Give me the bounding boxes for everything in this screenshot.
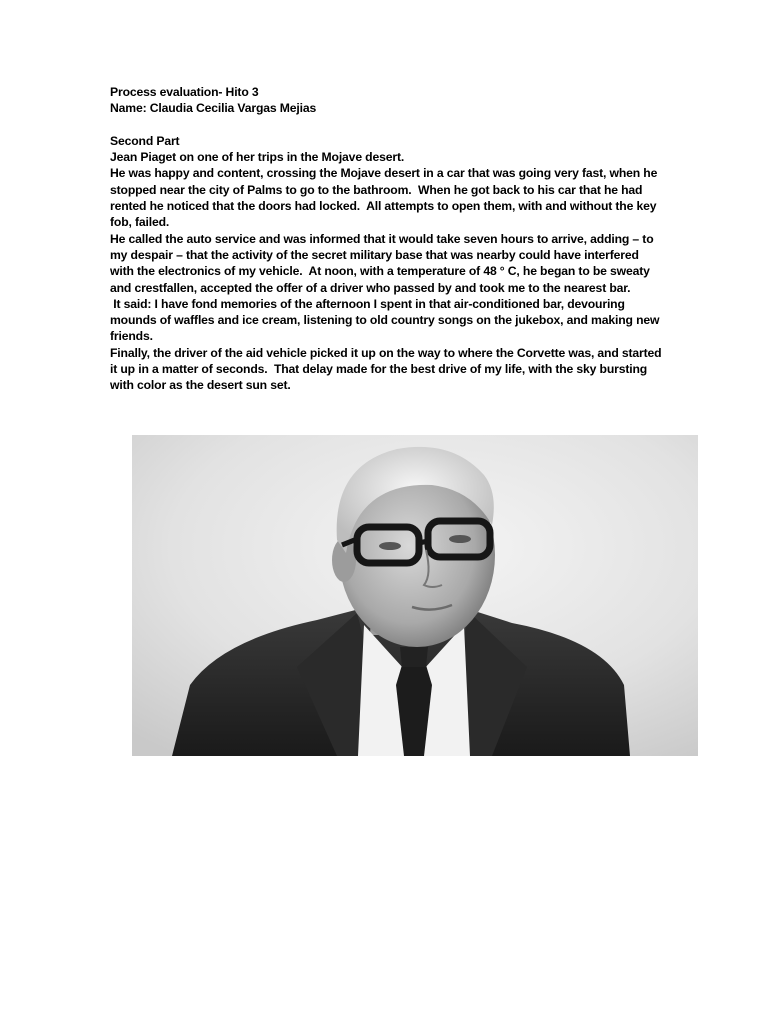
author-name-line: Name: Claudia Cecilia Vargas Mejias [110, 101, 317, 116]
portrait-photo-icon [132, 435, 698, 756]
section-title: Second Part [110, 133, 180, 148]
paragraph-3: He called the auto service and was informed that it would take seven hours to arrive, adding – to my despair – that the activity of the secret military base that was nearby could have interfered with the electronics of my vehicle. At noon, with a temperature of 48 ° C, he began to be sweaty and crestfallen, accepted the offer of a driver who passed by and took me to the nearest bar. [110, 231, 657, 295]
paragraph-5: Finally, the driver of the aid vehicle picked it up on the way to where the Corvette was, and started it up in a matter of seconds. That delay made for the best drive of my life, with the sky bursting with color as the desert sun set. [110, 345, 665, 393]
portrait-photo [132, 435, 698, 756]
paragraph-1: Jean Piaget on one of her trips in the Mojave desert. [110, 150, 405, 165]
spacer [110, 117, 662, 133]
paragraph-2: He was happy and content, crossing the Mojave desert in a car that was going very fast, when he stopped near the city of Palms to go to the bathroom. When he got back to his car that he had rented he noticed that the doors had locked. All attempts to open them, with and without the key fob, failed. [110, 166, 661, 230]
document-title: Process evaluation- Hito 3 [110, 85, 259, 99]
document-text [110, 84, 665, 394]
paragraph-4: It said: I have fond memories of the afternoon I spent in that air-conditioned bar, devouring mounds of waffles and ice cream, listening to old country songs on the jukebox, and making new friends. [110, 296, 663, 344]
